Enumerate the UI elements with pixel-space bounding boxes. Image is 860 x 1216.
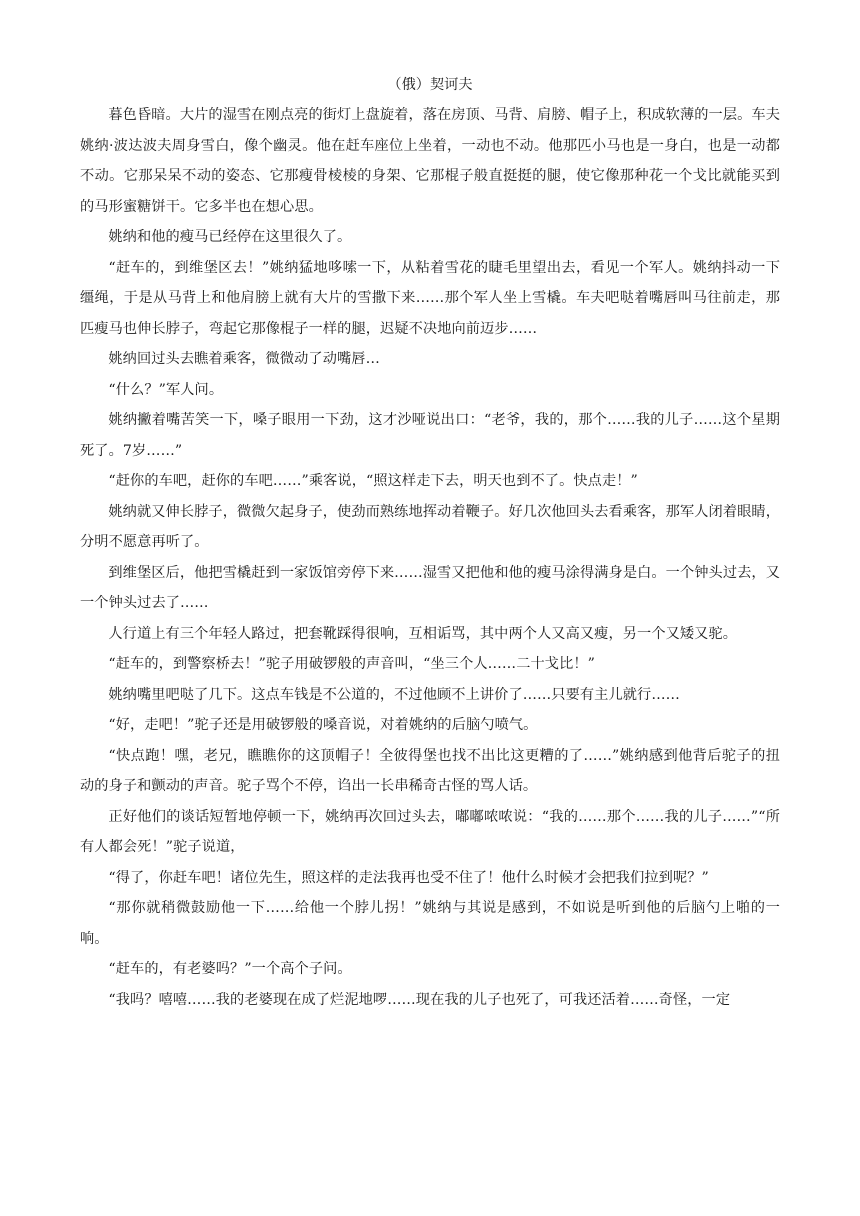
paragraph: 姚纳嘴里吧哒了几下。这点车钱是不公道的，不过他顾不上讲价了……只要有主儿就行…… [108,686,680,703]
author-line: （俄）契诃夫 [387,77,473,93]
paragraph: 姚纳回过头去瞧着乘客，微微动了动嘴唇… [108,351,380,367]
paragraph: “赶车的，到警察桥去！”驼子用破锣般的声音叫，“坐三个人……二十戈比！” [108,656,596,672]
paragraph: 暮色昏暗。大片的湿雪在刚点亮的街灯上盘旋着，落在房顶、马背、肩膀、帽子上，积成软薄的一层。车夫姚纳·波达波夫周身雪白，像个幽灵。他在赶车座位上坐着，一动也不动。他那匹小马也是一身白，也是一动都不动。它那呆呆不动的姿态、它那瘦骨棱棱的身架、它那棍子般直挺挺的腿，使它像那种花一个戈比就能买到的马形蜜糖饼干。它多半也在想心思。 [80,107,780,215]
paragraph: “得了，你赶车吧！诸位先生，照这样的走法我再也受不住了！他什么时候才会把我们拉到呢？” [108,869,709,886]
paragraph: 姚纳就又伸长脖子，微微欠起身子，使劲而熟练地挥动着鞭子。好几次他回头去看乘客，那军人闭着眼睛，分明不愿意再听了。 [80,503,780,550]
paragraph: 正好他们的谈话短暂地停顿一下，姚纳再次回过头去，嘟嘟哝哝说：“我的……那个……我的儿子……”“所有人都会死！”驼子说道， [80,808,780,855]
paragraph: “好，走吧！”驼子还是用破锣般的嗓音说，对着姚纳的后脑勺喷气。 [108,717,538,733]
paragraph: “什么？”军人问。 [108,381,224,398]
paragraph: “快点跑！嘿，老兄，瞧瞧你的这顶帽子！全彼得堡也找不出比这更糟的了……”姚纳感到他背后驼子的扭动的身子和颤动的声音。驼子骂个不停，诌出一长串稀奇古怪的骂人话。 [80,747,780,794]
paragraph: “那你就稍微鼓励他一下……给他一个脖儿拐！”姚纳与其说是感到，不如说是听到他的后脑勺上啪的一响。 [80,900,780,947]
paragraph: 到维堡区后，他把雪橇赶到一家饭馆旁停下来……湿雪又把他和他的瘦马涂得满身是白。一个钟头过去，又一个钟头过去了…… [80,564,780,611]
paragraph: 姚纳撇着嘴苦笑一下，嗓子眼用一下劲，这才沙哑说出口：“老爷，我的，那个……我的儿子……这个星期死了。7岁……” [80,412,780,459]
paragraph: 人行道上有三个年轻人路过，把套靴踩得很响，互相诟骂，其中两个人又高又瘦，另一个又矮又驼。 [108,625,738,642]
paragraph: “赶车的，有老婆吗？”一个高个子问。 [108,961,352,977]
paragraph: “赶车的，到维堡区去！”姚纳猛地哆嗦一下，从粘着雪花的睫毛里望出去，看见一个军人。姚纳抖动一下缰绳，于是从马背上和他肩膀上就有大片的雪撒下来……那个军人坐上雪橇。车夫吧哒着嘴唇叫马往前走，那匹瘦马也伸长脖子，弯起它那像棍子一样的腿，迟疑不决地向前迈步…… [80,259,780,337]
paragraph: 姚纳和他的瘦马已经停在这里很久了。 [108,229,352,245]
paragraph: “我吗？嘻嘻……我的老婆现在成了烂泥地啰……现在我的儿子也死了，可我还活着……奇怪，一定 [108,991,731,1008]
document-page [80,70,780,1015]
paragraph: “赶你的车吧，赶你的车吧……”乘客说，“照这样走下去，明天也到不了。快点走！” [108,473,638,489]
